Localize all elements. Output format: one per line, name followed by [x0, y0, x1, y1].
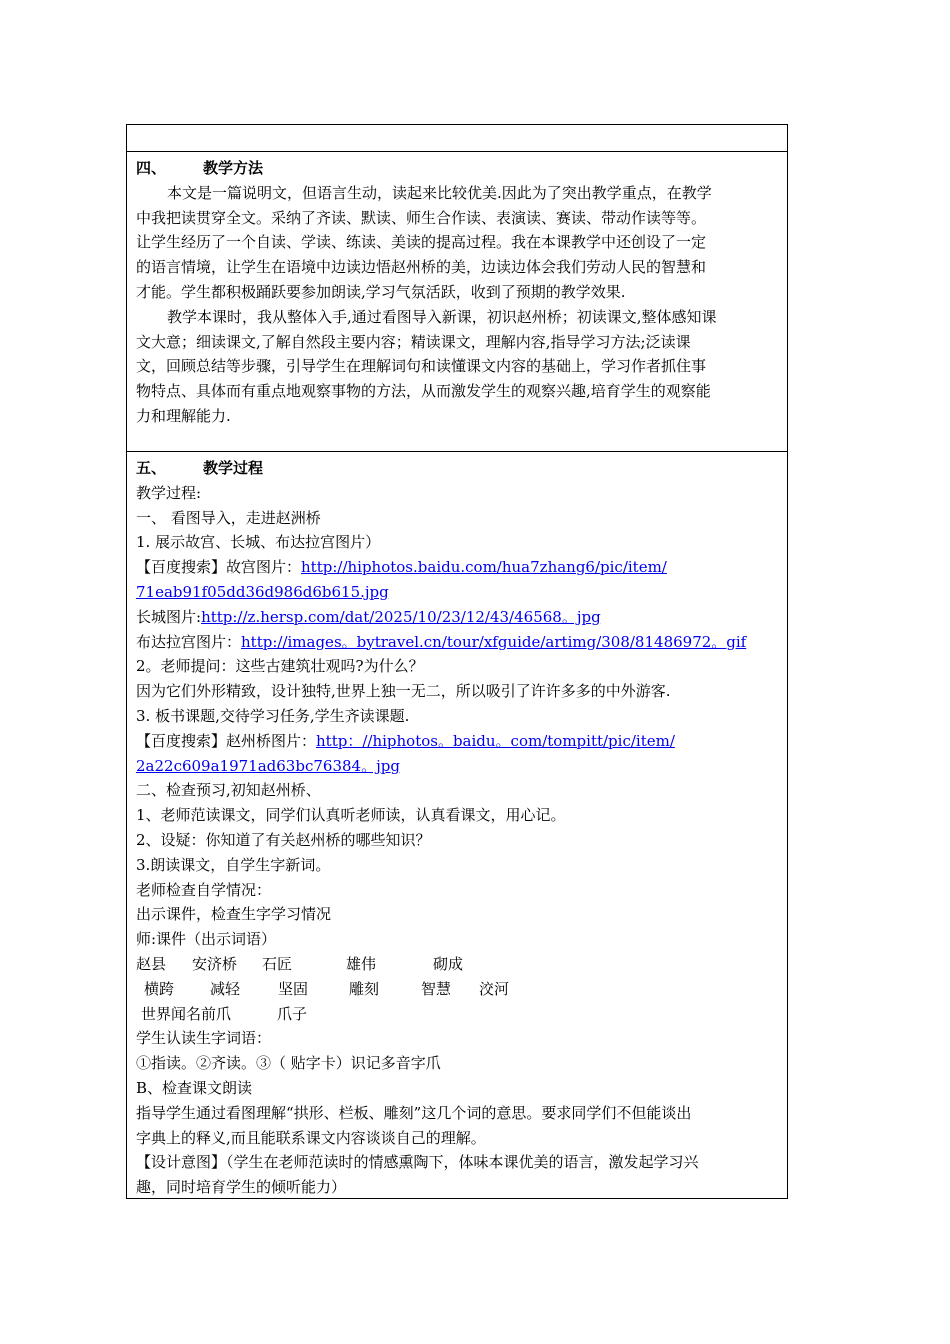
palace-image-link-cont[interactable]: 71eab91f05dd36d986d6b615.jpg — [136, 582, 389, 601]
vocab-row — [136, 952, 778, 977]
vocab-word: 赵县 — [136, 954, 167, 973]
vocab-word: 智慧 — [421, 979, 452, 998]
section-title: 教学方法 — [203, 159, 264, 177]
paragraph-line: 教学本课时，我从整体入手,通过看图导入新课，初识赵州桥；初读课文,整体感知课 — [167, 307, 717, 326]
text-line: 1、老师范读课文，同学们认真听老师读，认真看课文，用心记。 — [136, 806, 566, 825]
link-prefix: 长城图片: — [136, 607, 202, 626]
paragraph-line: 中我把读贯穿全文。采纳了齐读、默读、师生合作读、表演读、赛读、带动作读等等。 — [136, 208, 707, 227]
vocab-word: 世界闻名前爪 — [141, 1004, 232, 1023]
vocab-word: 横跨 — [144, 979, 175, 998]
section-number: 四、 — [136, 159, 167, 177]
zhaozhou-bridge-image-link-cont[interactable]: 2a22c609a1971ad63bc76384。jpg — [136, 756, 400, 775]
text-line: 老师检查自学情况： — [136, 880, 272, 899]
text-line: B、检查课文朗读 — [136, 1078, 253, 1097]
vocab-word: 雄伟 — [346, 954, 377, 973]
vocab-word: 洨河 — [479, 979, 510, 998]
paragraph-line: 本文是一篇说明文，但语言生动，读起来比较优美.因此为了突出教学重点，在教学 — [167, 183, 712, 202]
text-line — [136, 630, 778, 655]
section-heading — [136, 456, 778, 481]
link-prefix: 布达拉宫图片： — [136, 632, 242, 651]
text-line: 指导学生通过看图理解“拱形、栏板、雕刻”这几个词的意思。要求同学们不但能谈出 — [136, 1103, 692, 1122]
vocab-row — [136, 1002, 778, 1027]
vocab-word: 石匠 — [262, 954, 293, 973]
paragraph-line: 文，回顾总结等步骤，引导学生在理解词句和读懂课文内容的基础上，学习作者抓住事 — [136, 357, 707, 376]
paragraph-line: 力和理解能力. — [136, 406, 231, 425]
section-teaching-process — [127, 452, 787, 1198]
vocab-word: 坚固 — [278, 979, 309, 998]
text-line: 师:课件（出示词语） — [136, 930, 277, 949]
zhaozhou-bridge-image-link[interactable]: http：//hiphotos。baidu。com/tompitt/pic/item/ — [316, 731, 675, 750]
vocab-word: 爪子 — [277, 1004, 308, 1023]
section-title: 教学过程 — [203, 459, 264, 477]
text-line — [136, 555, 778, 580]
paragraph-line: 物特点、具体而有重点地观察事物的方法，从而激发学生的观察兴趣,培育学生的观察能 — [136, 382, 711, 401]
text-line: 教学过程: — [136, 483, 202, 502]
link-prefix: 【百度搜索】故宫图片： — [136, 558, 302, 577]
text-line: 2。老师提问：这些古建筑壮观吗?为什么？ — [136, 657, 424, 676]
empty-row — [127, 125, 787, 152]
text-line: 字典上的释义,而且能联系课文内容谈谈自己的理解。 — [136, 1128, 486, 1147]
text-line: 因为它们外形精致，设计独特,世界上独一无二，所以吸引了许许多多的中外游客. — [136, 682, 671, 701]
text-line — [136, 605, 778, 630]
section-teaching-methods — [127, 152, 787, 452]
text-line: 二、检查预习,初知赵州桥、 — [136, 781, 321, 800]
potala-image-link[interactable]: http://images。bytravel.cn/tour/xfguide/artimg/308/81486972。gif — [241, 632, 747, 651]
vocab-word: 安济桥 — [192, 954, 238, 973]
palace-image-link[interactable]: http://hiphotos.baidu.com/hua7zhang6/pic/item/ — [301, 558, 667, 577]
text-line: 出示课件，检查生字学习情况 — [136, 905, 332, 924]
lesson-plan-table — [126, 124, 788, 1199]
great-wall-image-link[interactable]: http://z.hersp.com/dat/2025/10/23/12/43/46568。jpg — [201, 607, 601, 626]
text-line: 一、 看图导入，走进赵洲桥 — [136, 508, 321, 527]
text-line: 3.朗读课文，自学生字新词。 — [136, 855, 331, 874]
paragraph-line: 才能。学生都积极踊跃要参加朗读,学习气氛活跃，收到了预期的教学效果. — [136, 282, 626, 301]
text-line — [136, 580, 778, 605]
text-line: ①指读。②齐读。③（ 贴字卡）识记多音字爪 — [136, 1054, 441, 1073]
text-line: 学生认读生字词语： — [136, 1029, 272, 1048]
section-heading — [136, 156, 778, 181]
link-prefix: 【百度搜索】赵州桥图片： — [136, 731, 317, 750]
text-line: 3. 板书课题,交待学习任务,学生齐读课题. — [136, 706, 410, 725]
vocab-word: 雕刻 — [349, 979, 380, 998]
text-line — [136, 729, 778, 754]
paragraph-line: 的语言情境，让学生在语境中边读边悟赵州桥的美，边读边体会我们劳动人民的智慧和 — [136, 258, 707, 277]
text-line: 2、设疑：你知道了有关赵州桥的哪些知识？ — [136, 830, 431, 849]
paragraph-line: 文大意；细读课文,了解自然段主要内容；精读课文，理解内容,指导学习方法;泛读课 — [136, 332, 691, 351]
vocab-word: 砌成 — [433, 954, 464, 973]
vocab-row — [136, 977, 778, 1002]
text-line: 1. 展示故宫、长城、布达拉宫图片） — [136, 533, 381, 552]
text-line — [136, 754, 778, 779]
text-line: 【设计意图】（学生在老师范读时的情感熏陶下，体味本课优美的语言，激发起学习兴 — [136, 1153, 699, 1172]
text-line: 趣，同时培育学生的倾听能力） — [136, 1178, 347, 1197]
section-number: 五、 — [136, 459, 167, 477]
paragraph-line: 让学生经历了一个自读、学读、练读、美读的提高过程。我在本课教学中还创设了一定 — [136, 233, 707, 252]
vocab-word: 减轻 — [210, 979, 241, 998]
